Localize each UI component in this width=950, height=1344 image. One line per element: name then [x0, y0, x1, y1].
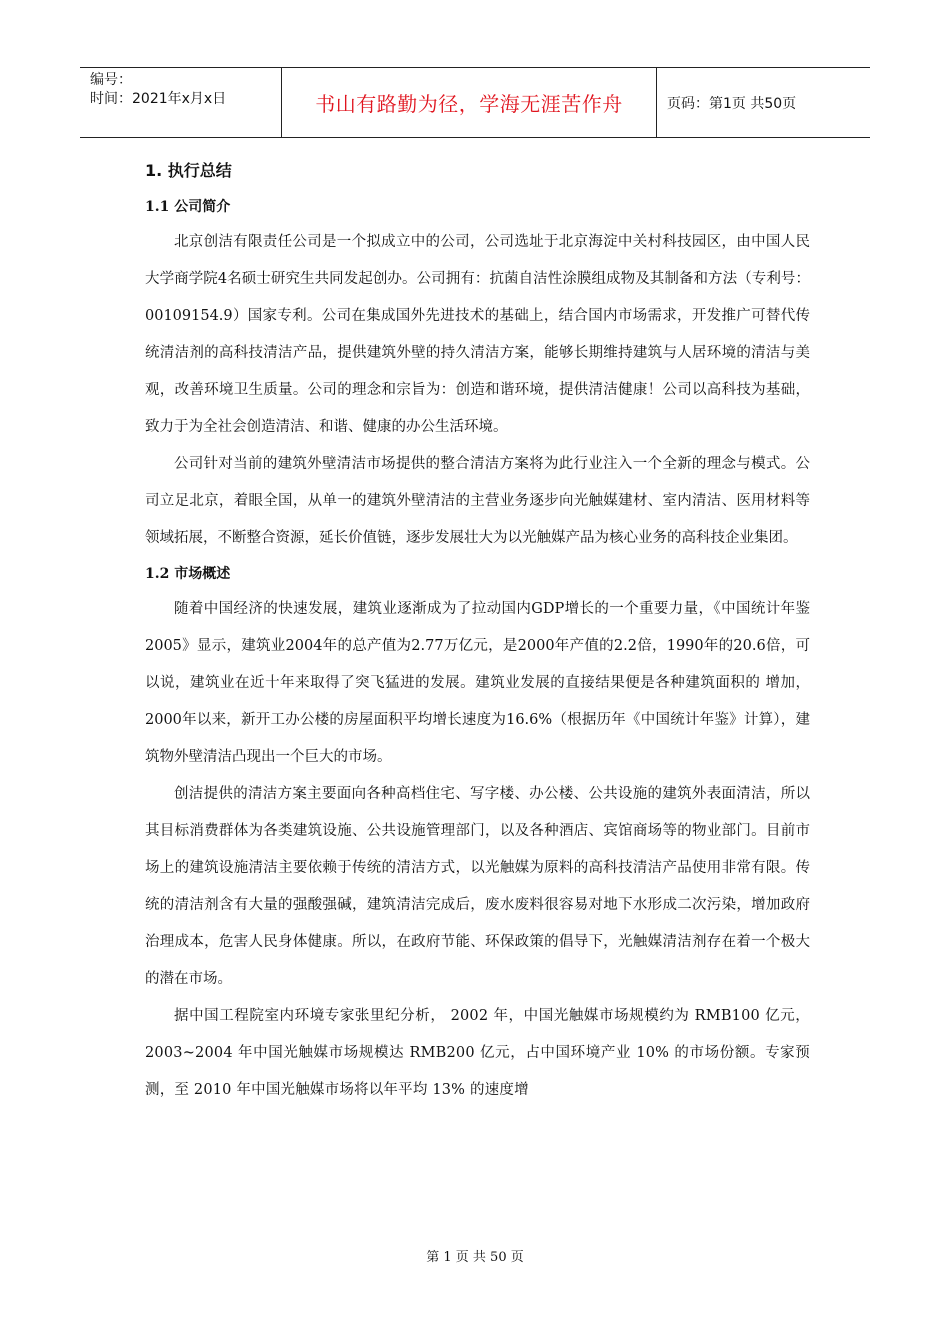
paragraph: 创洁提供的清洁方案主要面向各种高档住宅、写字楼、办公楼、公共设施的建筑外表面清洁，所以其目标消费群体为各类建筑设施、公共设施管理部门，以及各种酒店、宾馆商场等的物业部门。目前市场上的建筑设施清洁主要依赖于传统的清洁方式，以光触媒为原料的高科技清洁产品使用非常有限。传统的清洁剂含有大量的强酸强碱，建筑清洁完成后，废水废料很容易对地下水形成二次污染，增加政府治理成本，危害人民身体健康。所以，在政府节能、环保政策的倡导下，光触媒清洁剂存在着一个极大的潜在市场。 — [145, 786, 810, 987]
paragraph: 随着中国经济的快速发展，建筑业逐渐成为了拉动国内GDP增长的一个重要力量，《中国统计年鉴2005》显示，建筑业2004年的总产值为2.77万亿元，是2000年产值的2.2倍，1990年的20.6倍，可以说，建筑业在近十年来取得了突飞猛进的发展。建筑业发展的直接结果便是各种建筑面积的 增加，2000年以来，新开工办公楼的房屋面积平均增长速度为16.6%（根据历年《中国统计年鉴》计算），建筑物外壁清洁凸现出一个巨大的市场。 — [145, 601, 810, 765]
footer-page-number: 第 1 页 共 50 页 — [426, 1250, 524, 1265]
header-page-info: 页码：第1页 共50页 — [667, 95, 797, 112]
paragraph: 北京创洁有限责任公司是一个拟成立中的公司，公司选址于北京海淀中关村科技园区，由中国人民大学商学院4名硕士研究生共同发起创办。公司拥有：抗菌自洁性涂膜组成物及其制备和方法（专利号：00109154.9）国家专利。公司在集成国外先进技术的基础上，结合国内市场需求，开发推广可替代传统清洁剂的高科技清洁产品，提供建筑外壁的持久清洁方案，能够长期维持建筑与人居环境的清洁与美观，改善环境卫生质量。公司的理念和宗旨为：创造和谐环境，提供清洁健康！公司以高科技为基础，致力于为全社会创造清洁、和谐、健康的办公生活环境。 — [145, 234, 810, 435]
section-title: 1. 执行总结 — [145, 161, 232, 180]
page-header — [80, 67, 870, 138]
page-footer — [0, 1246, 950, 1265]
document-date: 时间：2021年x月x日 — [90, 91, 227, 107]
header-motto-cell — [282, 68, 657, 137]
header-meta — [80, 68, 282, 137]
subsection-heading-market: 1.2 市场概述 — [145, 566, 231, 582]
document-body — [145, 152, 810, 1109]
header-page-info-cell — [657, 68, 870, 137]
document-number-label: 编号： — [90, 72, 132, 88]
subsection-heading-company: 1.1 公司简介 — [145, 199, 231, 215]
paragraph: 据中国工程院室内环境专家张里纪分析， 2002 年，中国光触媒市场规模约为 RMB100 亿元， 2003~2004 年中国光触媒市场规模达 RMB200 亿元，占中国环境产业 10% 的市场份额。专家预测，至 2010 年中国光触媒市场将以年平均 13% 的速度增 — [145, 1008, 810, 1098]
paragraph: 公司针对当前的建筑外壁清洁市场提供的整合清洁方案将为此行业注入一个全新的理念与模式。公司立足北京，着眼全国，从单一的建筑外壁清洁的主营业务逐步向光触媒建材、室内清洁、医用材料等领域拓展，不断整合资源，延长价值链，逐步发展壮大为以光触媒产品为核心业务的高科技企业集团。 — [145, 456, 810, 546]
header-motto: 书山有路勤为径，学海无涯苦作舟 — [315, 92, 623, 116]
